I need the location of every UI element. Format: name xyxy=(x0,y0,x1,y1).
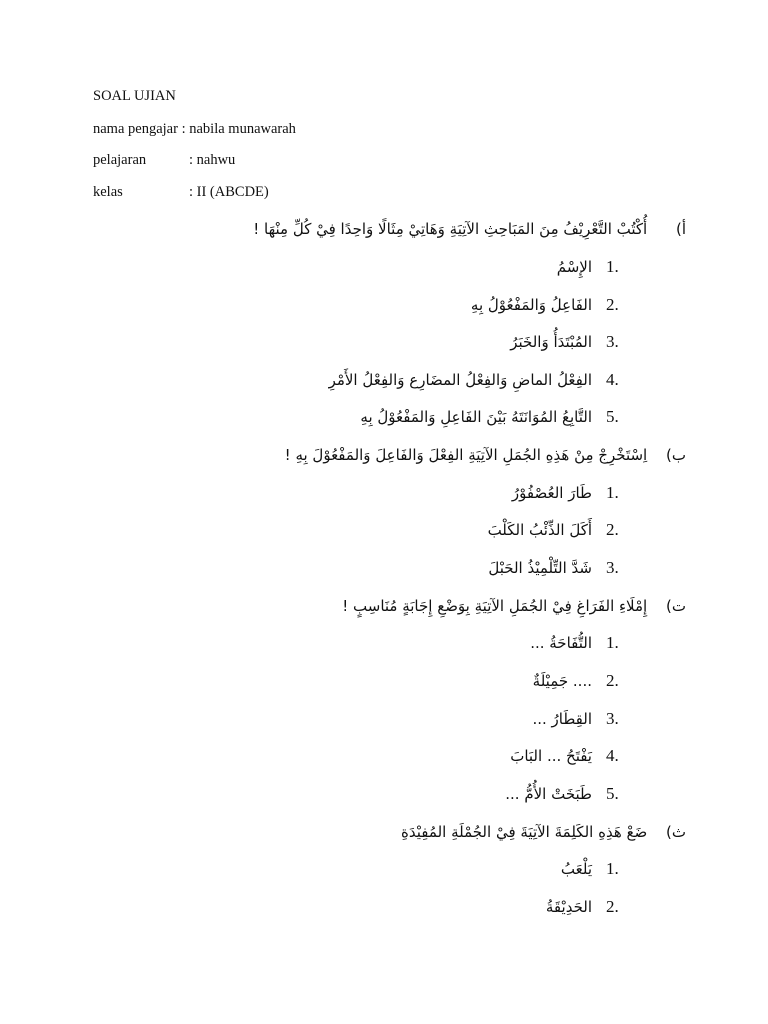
question-letter: ث) xyxy=(666,823,686,841)
question-text: أُكْتُبْ التَّعْرِيْفُ مِنَ المَبَاحِثِ الآتِيَةِ وَهَاتِيْ مِثَالًا وَاحِدًا فِيْ كُلِّ مِنْهَا ! xyxy=(253,220,648,238)
exam-title: SOAL UJIAN xyxy=(93,88,176,104)
list-item: 1.التُّفَاحَةُ ... xyxy=(530,633,619,652)
teacher-label: nama pengajar xyxy=(93,121,178,137)
subject-value: : nahwu xyxy=(189,152,236,168)
list-item: 2.الفَاعِلُ وَالمَفْعُوْلُ بِهِ xyxy=(470,295,619,314)
subject-line xyxy=(93,150,235,170)
question-a xyxy=(253,216,686,242)
list-item: 1.طَارَ العُصْفُوْرُ xyxy=(511,483,619,502)
question-text: اِسْتَخْرِجْ مِنْ هَذِهِ الجُمَلِ الآتِيَةِ الفِعْلَ وَالفَاعِلَ وَالمَفْعُوْلَ بِهِ ! xyxy=(284,446,648,464)
class-value: : II (ABCDE) xyxy=(189,184,269,200)
subject-label: pelajaran xyxy=(93,152,147,168)
list-item: 4.الفِعْلُ الماضِ وَالفِعْلُ المضَارِع وَالفِعْلُ الأَمْرِ xyxy=(328,370,619,389)
list-item: 1.الإِسْمُ xyxy=(556,257,619,276)
question-letter: أ) xyxy=(675,220,686,238)
list-item: 3.المُبْتَدَأُ وَالخَبَرُ xyxy=(510,332,619,351)
list-item: 5.طَبَخَتْ الأُمُّ ... xyxy=(505,784,619,803)
teacher-value: : nabila munawarah xyxy=(181,121,296,137)
question-letter: ت) xyxy=(666,597,686,615)
question-text: إِمْلَاءِ الفَرَاغِ فِيْ الجُمَلِ الآتِيَةِ بِوَضْعِ إِجَابَةٍ مُنَاسِبٍ ! xyxy=(342,597,648,615)
question-th xyxy=(401,819,686,845)
list-item: 5.التَّابِعُ المُوَانَتَهُ بَيْنَ الفَاعِلِ وَالمَفْعُوْلُ بِهِ xyxy=(360,407,619,426)
class-label: kelas xyxy=(93,184,123,200)
list-item: 1.يَلْعَبُ xyxy=(560,859,619,878)
class-line xyxy=(93,182,269,202)
question-text: ضَعْ هَذِهِ الكَلِمَةَ الآتِيَةَ فِيْ الجُمْلَةِ المُفِيْدَةِ xyxy=(401,823,648,841)
list-item: 3.شَدَّ التِّلْمِيْذُ الحَبْلَ xyxy=(488,558,619,577)
list-item: 2.أَكَلَ الذِّئْبُ الكَلْبَ xyxy=(487,520,619,539)
list-item: 4.يَفْتَحُ ... البَابَ xyxy=(510,746,619,765)
teacher-line xyxy=(93,119,296,139)
question-letter: ب) xyxy=(666,446,686,464)
question-b xyxy=(285,442,686,468)
list-item: 2.الحَدِيْقَةُ xyxy=(545,897,619,916)
question-t xyxy=(342,593,686,619)
list-item: 3.القِطَارُ ... xyxy=(532,709,619,728)
list-item: 2..... جَمِيْلَةٌ xyxy=(532,671,619,690)
